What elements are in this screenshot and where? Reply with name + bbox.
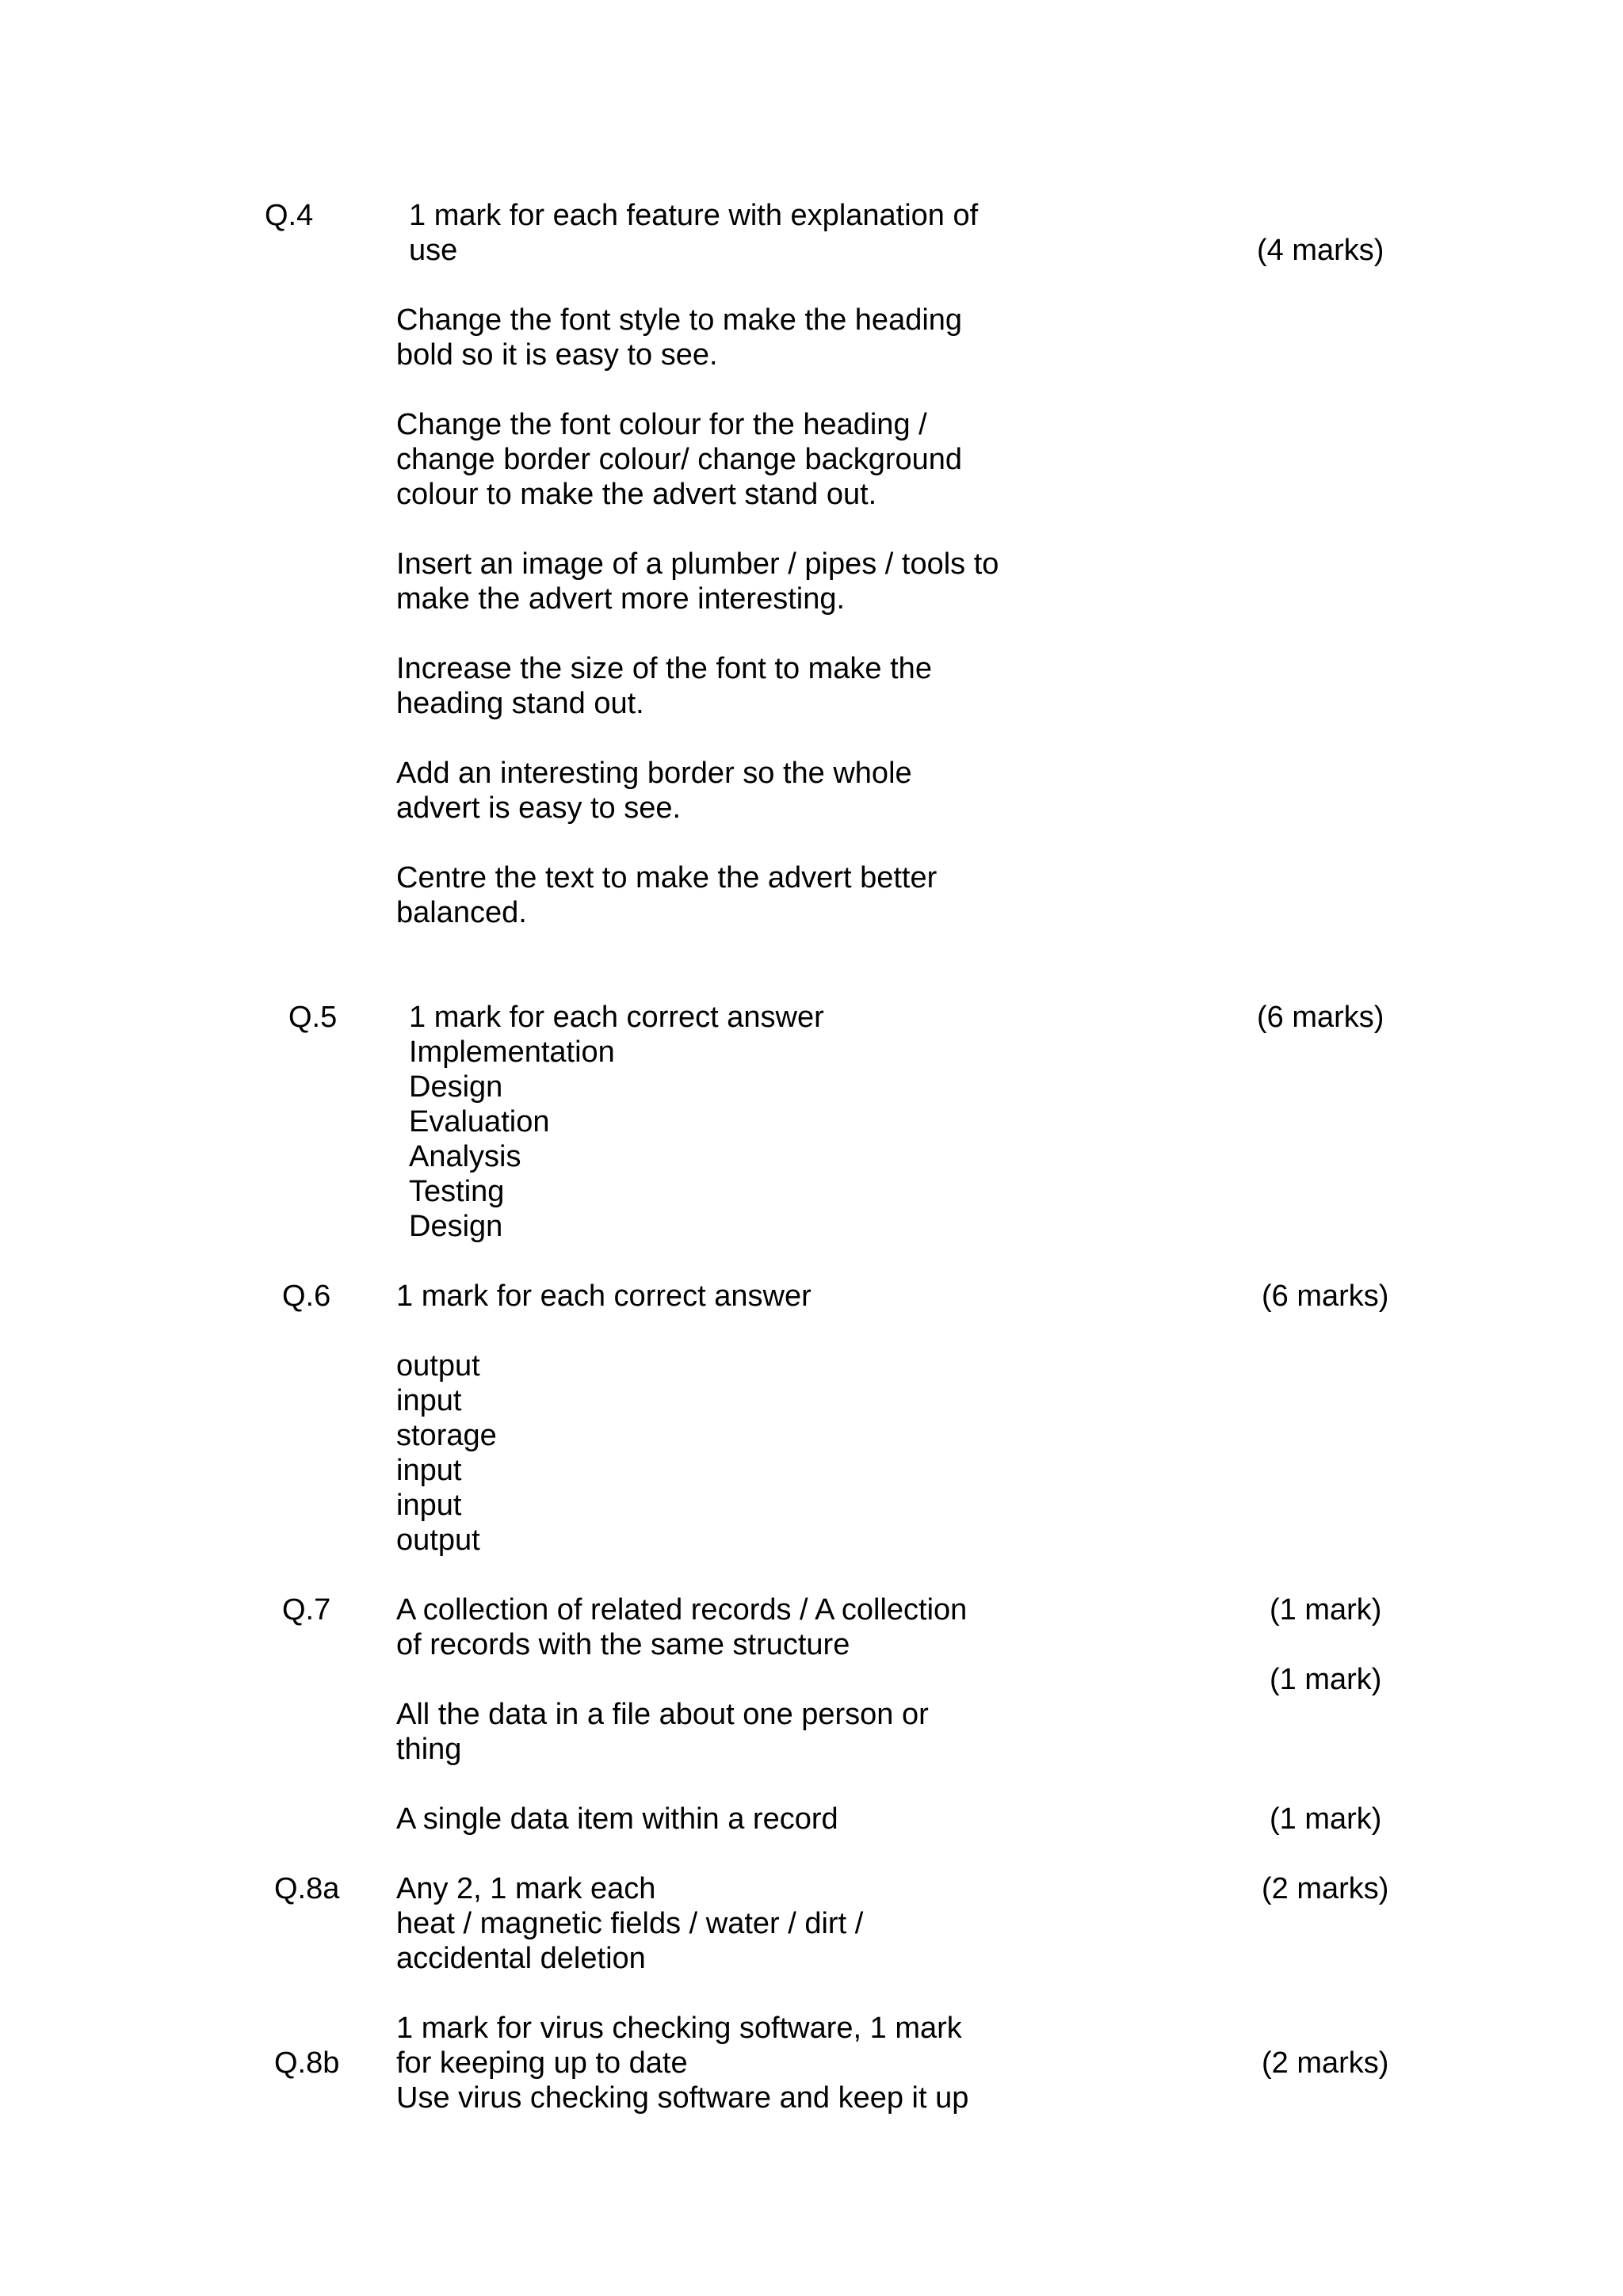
question-number-q4: Q.4 [265, 199, 314, 232]
q4-answer-3-line2: make the advert more interesting. [396, 582, 846, 616]
q7-answer-1-line1: A collection of related records / A collection [396, 1593, 968, 1627]
q4-answer-2-line3: colour to make the advert stand out. [396, 478, 877, 511]
q4-answer-2-line2: change border colour/ change background [396, 443, 963, 476]
q5-answer-2: Design [409, 1070, 503, 1104]
q7-answer-1-marks: (1 mark) [1270, 1593, 1382, 1627]
q6-answer-2: input [396, 1384, 462, 1417]
q5-answer-4: Analysis [409, 1140, 521, 1173]
q7-answer-2-line2: thing [396, 1733, 462, 1766]
q8b-line2: for keeping up to date [396, 2046, 688, 2080]
q4-answer-6-line1: Centre the text to make the advert better [396, 861, 938, 894]
q8a-marks: (2 marks) [1262, 1872, 1389, 1905]
q8b-line1: 1 mark for virus checking software, 1 mark [396, 2012, 962, 2045]
q7-answer-2-marks: (1 mark) [1270, 1663, 1382, 1696]
q6-answer-1: output [396, 1349, 480, 1383]
q4-answer-4-line1: Increase the size of the font to make the [396, 652, 932, 685]
q7-answer-3-marks: (1 mark) [1270, 1802, 1382, 1836]
q8a-line1: Any 2, 1 mark each [396, 1872, 656, 1905]
q4-marks: (4 marks) [1257, 234, 1384, 267]
q5-answer-5: Testing [409, 1175, 505, 1208]
q6-marks: (6 marks) [1262, 1280, 1389, 1313]
q5-marks: (6 marks) [1257, 1001, 1384, 1034]
q5-answer-6: Design [409, 1210, 503, 1243]
q7-answer-2-line1: All the data in a file about one person or [396, 1698, 929, 1731]
q4-answer-1-line2: bold so it is easy to see. [396, 338, 718, 372]
q4-criteria-line1: 1 mark for each feature with explanation of [409, 199, 979, 232]
q4-answer-5-line1: Add an interesting border so the whole [396, 757, 912, 790]
question-number-q8a: Q.8a [274, 1872, 340, 1905]
q6-answer-6: output [396, 1524, 480, 1557]
q6-answer-3: storage [396, 1419, 497, 1452]
q4-answer-5-line2: advert is easy to see. [396, 791, 682, 825]
q6-answer-5: input [396, 1489, 462, 1522]
q8b-line3: Use virus checking software and keep it up [396, 2081, 969, 2115]
q8a-line2: heat / magnetic fields / water / dirt / [396, 1907, 864, 1940]
q7-answer-1-line2: of records with the same structure [396, 1628, 850, 1661]
question-number-q6: Q.6 [282, 1280, 331, 1313]
question-number-q7: Q.7 [282, 1593, 331, 1627]
q8b-marks: (2 marks) [1262, 2046, 1389, 2080]
q4-answer-1-line1: Change the font style to make the heading [396, 303, 963, 337]
q5-answer-1: Implementation [409, 1035, 615, 1069]
question-number-q5: Q.5 [288, 1001, 338, 1034]
q4-answer-2-line1: Change the font colour for the heading / [396, 408, 927, 441]
q5-answer-3: Evaluation [409, 1105, 550, 1138]
q4-criteria-line2: use [409, 234, 458, 267]
q4-answer-6-line2: balanced. [396, 896, 527, 929]
q6-criteria: 1 mark for each correct answer [396, 1280, 812, 1313]
q6-answer-4: input [396, 1454, 462, 1487]
q4-answer-3-line1: Insert an image of a plumber / pipes / tools to [396, 547, 999, 581]
question-number-q8b: Q.8b [274, 2046, 340, 2080]
q4-answer-4-line2: heading stand out. [396, 687, 644, 720]
q8a-line3: accidental deletion [396, 1942, 646, 1975]
q7-answer-3: A single data item within a record [396, 1802, 838, 1836]
q5-criteria: 1 mark for each correct answer [409, 1001, 824, 1034]
